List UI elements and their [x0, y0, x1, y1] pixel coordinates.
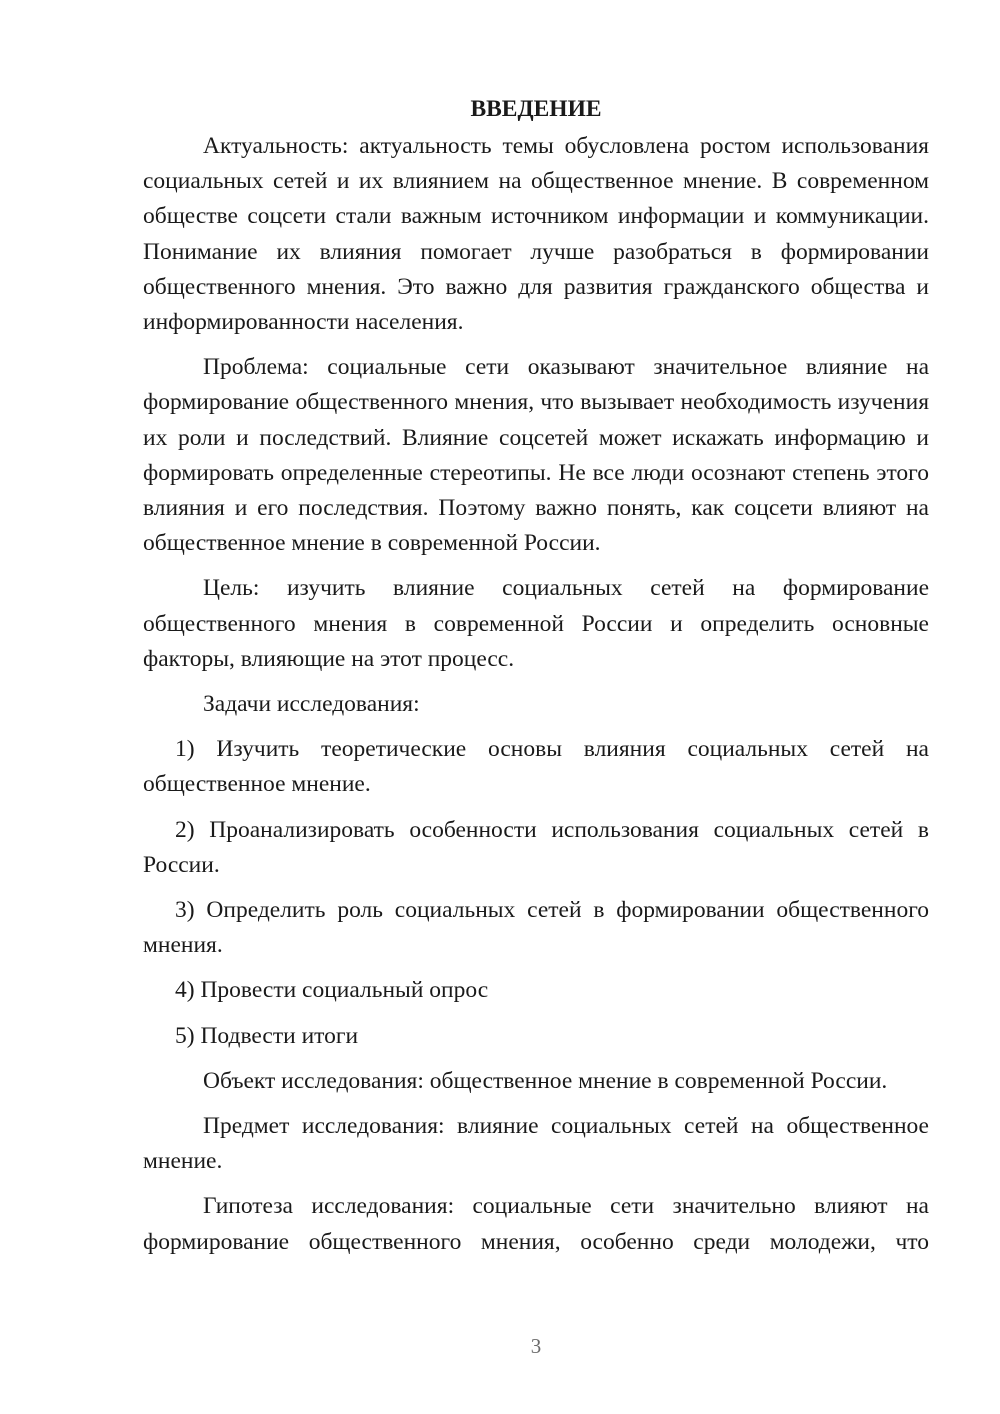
goal-paragraph: Цель: изучить влияние социальных сетей на формирование общественного мнения в современной России и определить основные факторы, влияющие на этот процесс. [143, 575, 929, 672]
task-item-3: 3) Определить роль социальных сетей в формировании общественного мнения. [143, 897, 929, 959]
task-item-5: 5) Подвести итоги [175, 1022, 359, 1049]
task-item-2: 2) Проанализировать особенности использования социальных сетей в России. [143, 816, 929, 878]
hypothesis-paragraph: Гипотеза исследования: социальные сети значительно влияют на формирование общественного мнения, особенно среди молодежи, что [143, 1193, 929, 1255]
relevance-paragraph: Актуальность: актуальность темы обусловлена ростом использования социальных сетей и их влиянием на общественное мнение. В современном обществе соцсети стали важным источником информации и коммуникации. Понимание их влияния помогает лучше разобраться в формировании общественного мнения. Это важно для развития гражданского общества и информированности населения. [143, 133, 929, 336]
object-paragraph: Объект исследования: общественное мнение в современной России. [203, 1067, 888, 1094]
tasks-heading: Задачи исследования: [203, 691, 420, 718]
task-item-1: 1) Изучить теоретические основы влияния социальных сетей на общественное мнение. [143, 736, 929, 798]
document-page [143, 92, 929, 1270]
page-number: 3 [530, 1334, 542, 1358]
subject-paragraph: Предмет исследования: влияние социальных сетей на общественное мнение. [143, 1113, 929, 1175]
task-item-4: 4) Провести социальный опрос [175, 977, 489, 1004]
section-title: ВВЕДЕНИЕ [470, 96, 602, 122]
problem-paragraph: Проблема: социальные сети оказывают значительное влияние на формирование общественного мнения, что вызывает необходимость изучения их роли и последствий. Влияние соцсетей может искажать информацию и формировать определенные стереотипы. Не все люди осознают степень этого влияния и его последствия. Поэтому важно понять, как соцсети влияют на общественное мнение в современной России. [143, 354, 929, 557]
